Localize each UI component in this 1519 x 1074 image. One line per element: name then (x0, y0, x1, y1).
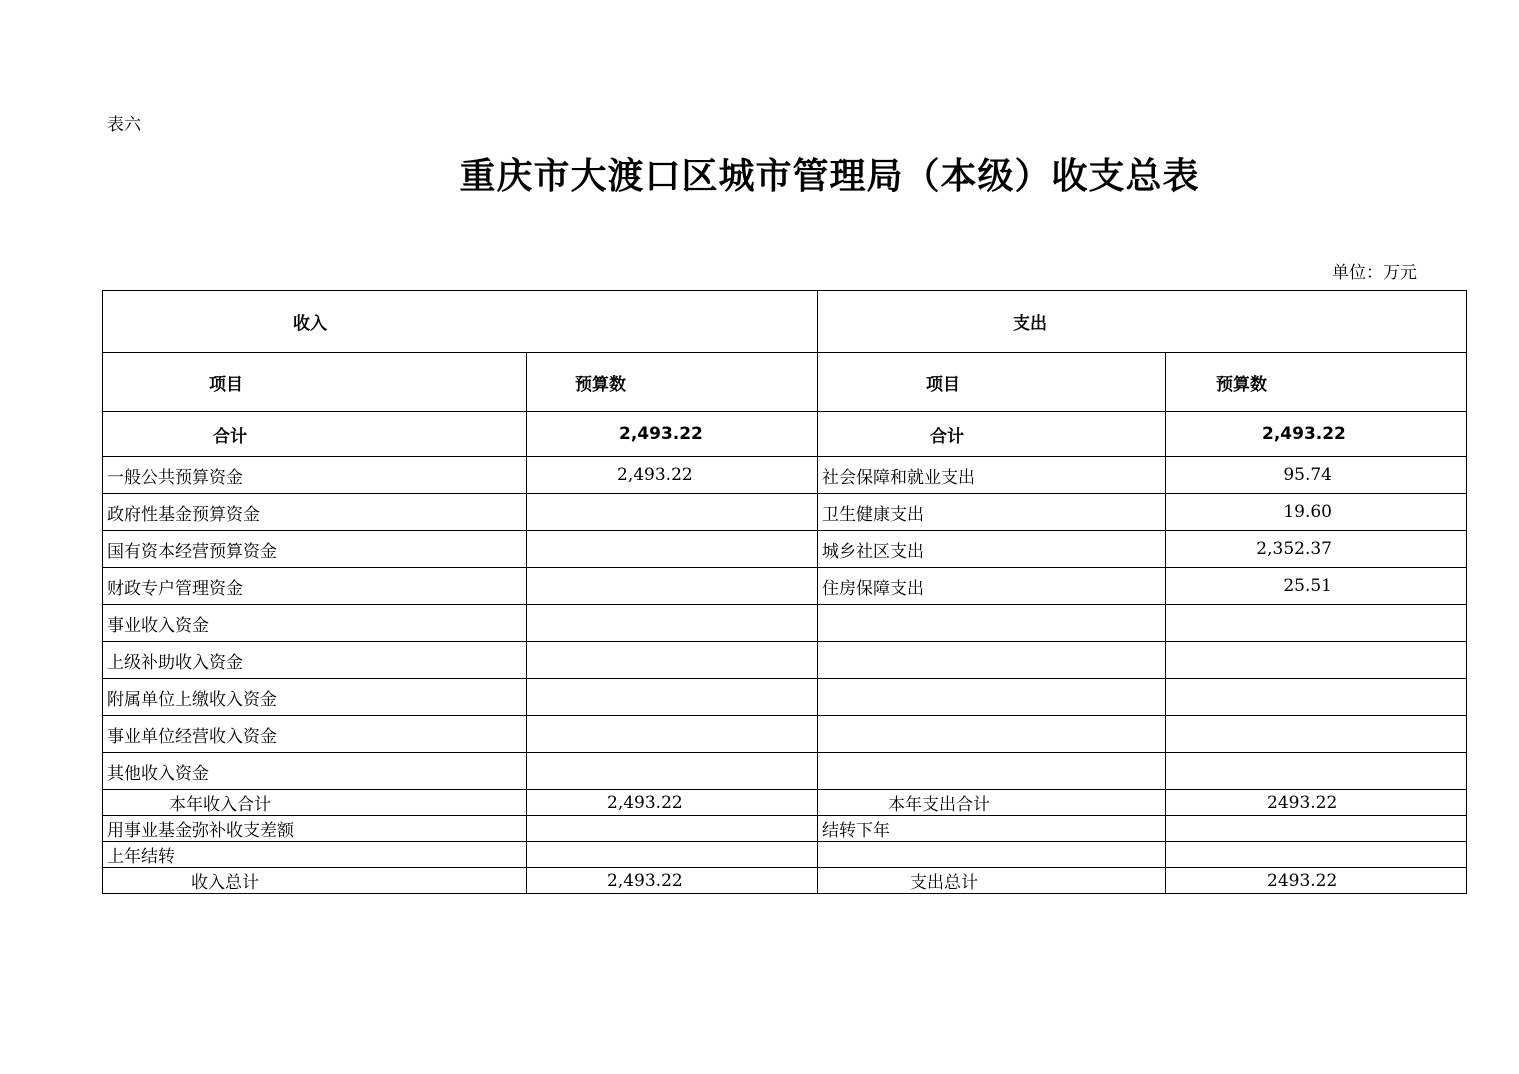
expense-item: 社会保障和就业支出 (818, 457, 1166, 494)
expense-header-text: 支出 (1013, 314, 1047, 334)
expense-item (818, 716, 1166, 753)
table-row (103, 842, 1467, 868)
income-value (527, 642, 818, 679)
expense-value (1166, 842, 1467, 868)
grand-expense-total-label: 支出总计 (818, 868, 1166, 894)
year-total-row (103, 790, 1467, 816)
income-item: 用事业基金弥补收支差额 (103, 816, 527, 842)
total-row (103, 412, 1467, 457)
year-expense-total-label: 本年支出合计 (818, 790, 1166, 816)
income-item: 上年结转 (103, 842, 527, 868)
table-row (103, 457, 1467, 494)
table-row (103, 716, 1467, 753)
unit-label: 单位：万元 (1332, 263, 1417, 283)
page-title: 重庆市大渡口区城市管理局（本级）收支总表 (459, 156, 1200, 197)
income-value (527, 568, 818, 605)
income-budget-header: 预算数 (527, 353, 818, 412)
income-value (527, 816, 818, 842)
expense-value (1166, 642, 1467, 679)
income-value (527, 531, 818, 568)
expense-item: 卫生健康支出 (818, 494, 1166, 531)
table-row (103, 816, 1467, 842)
income-item: 国有资本经营预算资金 (103, 531, 527, 568)
grand-income-total-value: 2,493.22 (527, 868, 818, 894)
income-value (527, 716, 818, 753)
year-expense-total-value: 2493.22 (1166, 790, 1467, 816)
grand-total-row (103, 868, 1467, 894)
expense-value: 95.74 (1166, 457, 1467, 494)
expense-item: 结转下年 (818, 816, 1166, 842)
budget-table (102, 290, 1467, 894)
table-row (103, 642, 1467, 679)
expense-total-label: 合计 (818, 412, 1166, 457)
income-item: 其他收入资金 (103, 753, 527, 790)
expense-item (818, 679, 1166, 716)
table-row (103, 605, 1467, 642)
income-value (527, 605, 818, 642)
expense-section-header (818, 291, 1467, 353)
income-item: 一般公共预算资金 (103, 457, 527, 494)
expense-total-value: 2,493.22 (1166, 412, 1467, 457)
income-item: 政府性基金预算资金 (103, 494, 527, 531)
expense-item: 城乡社区支出 (818, 531, 1166, 568)
column-header-row (103, 353, 1467, 412)
year-income-total-value: 2,493.22 (527, 790, 818, 816)
expense-item-header: 项目 (818, 353, 1166, 412)
income-section-header (103, 291, 818, 353)
expense-value (1166, 605, 1467, 642)
year-income-total-label: 本年收入合计 (103, 790, 527, 816)
grand-income-total-label: 收入总计 (103, 868, 527, 894)
table-row (103, 494, 1467, 531)
expense-value (1166, 753, 1467, 790)
income-total-value: 2,493.22 (527, 412, 818, 457)
table-number-label: 表六 (107, 115, 141, 135)
expense-item (818, 753, 1166, 790)
table-row (103, 753, 1467, 790)
expense-value: 2,352.37 (1166, 531, 1467, 568)
income-total-label: 合计 (103, 412, 527, 457)
income-value (527, 679, 818, 716)
income-item: 上级补助收入资金 (103, 642, 527, 679)
table-row (103, 531, 1467, 568)
income-item-header: 项目 (103, 353, 527, 412)
income-item: 附属单位上缴收入资金 (103, 679, 527, 716)
expense-value (1166, 716, 1467, 753)
income-item: 事业单位经营收入资金 (103, 716, 527, 753)
expense-value (1166, 816, 1467, 842)
income-item: 财政专户管理资金 (103, 568, 527, 605)
expense-item (818, 605, 1166, 642)
income-header-text: 收入 (293, 314, 327, 334)
expense-item (818, 642, 1166, 679)
expense-value (1166, 679, 1467, 716)
income-value: 2,493.22 (527, 457, 818, 494)
expense-item: 住房保障支出 (818, 568, 1166, 605)
expense-value: 19.60 (1166, 494, 1467, 531)
expense-value: 25.51 (1166, 568, 1467, 605)
expense-item (818, 842, 1166, 868)
section-header-row (103, 291, 1467, 353)
income-value (527, 494, 818, 531)
grand-expense-total-value: 2493.22 (1166, 868, 1467, 894)
income-value (527, 753, 818, 790)
expense-budget-header: 预算数 (1166, 353, 1467, 412)
income-value (527, 842, 818, 868)
table-row (103, 568, 1467, 605)
income-item: 事业收入资金 (103, 605, 527, 642)
table-row (103, 679, 1467, 716)
